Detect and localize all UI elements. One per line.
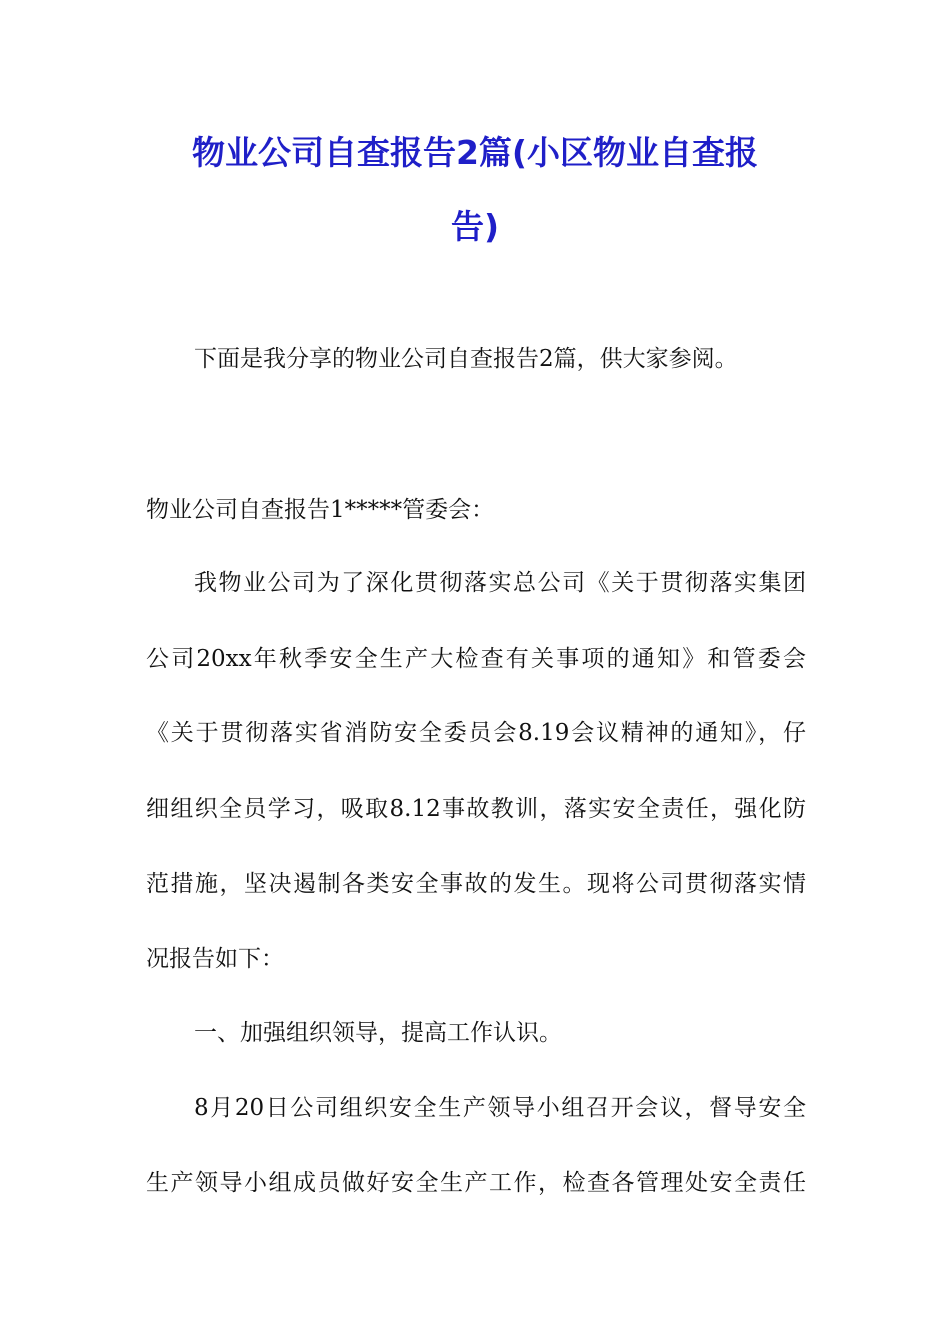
report-heading: 物业公司自查报告1*****管委会： [146, 497, 495, 523]
paragraph-line: 生产领导小组成员做好安全生产工作，检查各管理处安全责任 [146, 1170, 806, 1196]
paragraph-line: 细组织全员学习，吸取8.12事故教训，落实安全责任，强化防 [146, 796, 806, 822]
document-title-line-1: 物业公司自查报告2篇(小区物业自查报 [191, 133, 759, 172]
paragraph-line: 我物业公司为了深化贯彻落实总公司《关于贯彻落实集团 [194, 570, 806, 596]
paragraph-line: 范措施，坚决遏制各类安全事故的发生。现将公司贯彻落实情 [146, 871, 806, 897]
document-title-line-2: 告) [450, 207, 500, 246]
paragraph-line: 《关于贯彻落实省消防安全委员会8.19会议精神的通知》，仔 [146, 720, 806, 746]
paragraph-line: 况报告如下： [146, 946, 284, 972]
paragraph-line: 8月20日公司组织安全生产领导小组召开会议，督导安全 [194, 1095, 806, 1121]
intro-text: 下面是我分享的物业公司自查报告2篇，供大家参阅。 [194, 346, 738, 372]
paragraph-line: 公司20xx年秋季安全生产大检查有关事项的通知》和管委会 [146, 646, 806, 672]
section-heading: 一、加强组织领导，提高工作认识。 [194, 1020, 562, 1046]
